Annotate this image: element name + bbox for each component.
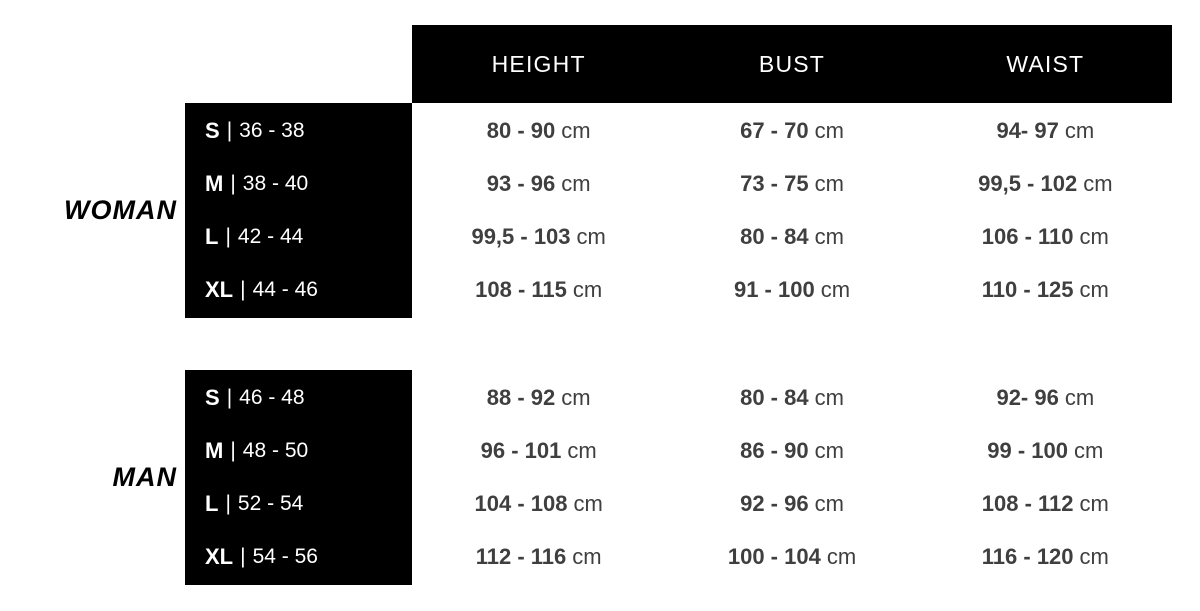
- size-range: 42 - 44: [237, 225, 304, 248]
- cell-waist: [919, 425, 1172, 478]
- cell-waist: [919, 264, 1172, 317]
- unit: cm: [1064, 385, 1095, 410]
- table-row: [412, 478, 1172, 531]
- unit: cm: [561, 118, 591, 143]
- unit: cm: [814, 438, 844, 463]
- cell-height: [412, 478, 665, 531]
- cell-waist: [919, 211, 1172, 264]
- measure-grid-man: [412, 370, 1172, 585]
- size-separator: |: [240, 545, 246, 568]
- unit: cm: [814, 118, 844, 143]
- unit: cm: [1074, 438, 1104, 463]
- size-row: [205, 105, 412, 158]
- cell-bust: [665, 372, 918, 425]
- value: 99,5 - 102: [978, 171, 1078, 196]
- cell-bust: [665, 158, 918, 211]
- cell-height: [412, 425, 665, 478]
- value: 93 - 96: [486, 171, 556, 196]
- size-code: L: [205, 491, 219, 516]
- header-row: [412, 25, 1172, 103]
- unit: cm: [1079, 491, 1109, 516]
- unit: cm: [814, 224, 844, 249]
- cell-bust: [665, 425, 918, 478]
- value: 110 - 125: [981, 277, 1074, 302]
- size-code: S: [205, 118, 220, 143]
- value: 80 - 90: [486, 118, 556, 143]
- group-man: [0, 370, 1200, 585]
- cell-height: [412, 264, 665, 317]
- unit: cm: [576, 224, 606, 249]
- value: 67 - 70: [740, 118, 809, 143]
- value: 94- 97: [996, 118, 1059, 143]
- table-row: [412, 372, 1172, 425]
- cell-bust: [665, 105, 918, 158]
- size-separator: |: [240, 278, 246, 301]
- size-code: XL: [205, 544, 234, 569]
- size-separator: |: [226, 386, 233, 409]
- value: 80 - 84: [740, 385, 809, 410]
- table-row: [412, 158, 1172, 211]
- group-label-man: MAN: [112, 462, 177, 492]
- table-row: [412, 264, 1172, 317]
- size-separator: |: [225, 225, 231, 248]
- cell-height: [412, 211, 665, 264]
- unit: cm: [567, 438, 597, 463]
- cell-bust: [665, 211, 918, 264]
- size-range: 36 - 38: [239, 119, 305, 142]
- table-row: [412, 105, 1172, 158]
- size-separator: |: [230, 439, 236, 462]
- size-row: [205, 478, 412, 531]
- unit: cm: [826, 544, 857, 569]
- table-row: [412, 425, 1172, 478]
- cell-waist: [919, 158, 1172, 211]
- unit: cm: [561, 171, 591, 196]
- unit: cm: [814, 171, 844, 196]
- value: 112 - 116: [475, 544, 567, 569]
- size-code: M: [205, 438, 224, 463]
- size-row: [205, 372, 412, 425]
- size-column-woman: [185, 103, 412, 318]
- cell-height: [412, 158, 665, 211]
- value: 108 - 112: [981, 491, 1074, 516]
- table-row: [412, 211, 1172, 264]
- size-code: S: [205, 385, 220, 410]
- unit: cm: [1083, 171, 1113, 196]
- cell-height: [412, 531, 665, 584]
- table-row: [412, 531, 1172, 584]
- unit: cm: [820, 277, 851, 302]
- unit: cm: [814, 385, 844, 410]
- cell-waist: [919, 478, 1172, 531]
- value: 106 - 110: [981, 224, 1074, 249]
- cell-height: [412, 372, 665, 425]
- value: 100 - 104: [727, 544, 821, 569]
- value: 92- 96: [996, 385, 1059, 410]
- size-range: 52 - 54: [237, 492, 304, 515]
- unit: cm: [573, 491, 603, 516]
- unit: cm: [572, 544, 602, 569]
- unit: cm: [561, 385, 591, 410]
- cell-bust: [665, 531, 918, 584]
- size-row: [205, 264, 412, 317]
- unit: cm: [572, 277, 603, 302]
- group-label-woman: WOMAN: [64, 195, 177, 225]
- size-column-man: [185, 370, 412, 585]
- value: 108 - 115: [475, 277, 567, 302]
- value: 99 - 100: [987, 438, 1069, 463]
- unit: cm: [814, 491, 844, 516]
- group-woman: [0, 103, 1200, 318]
- value: 96 - 101: [480, 438, 562, 463]
- value: 86 - 90: [740, 438, 809, 463]
- value: 88 - 92: [486, 385, 556, 410]
- size-range: 44 - 46: [252, 278, 318, 301]
- value: 92 - 96: [740, 491, 809, 516]
- size-row: [205, 425, 412, 478]
- size-row: [205, 531, 412, 584]
- unit: cm: [1079, 544, 1109, 569]
- cell-waist: [919, 372, 1172, 425]
- unit: cm: [1079, 224, 1109, 249]
- cell-waist: [919, 105, 1172, 158]
- value: 104 - 108: [474, 491, 568, 516]
- size-separator: |: [226, 119, 233, 142]
- size-code: M: [205, 171, 224, 196]
- size-range: 54 - 56: [252, 545, 318, 568]
- size-code: L: [205, 224, 219, 249]
- cell-waist: [919, 531, 1172, 584]
- unit: cm: [1064, 118, 1095, 143]
- size-range: 46 - 48: [239, 386, 305, 409]
- value: 99,5 - 103: [471, 224, 571, 249]
- size-separator: |: [230, 172, 236, 195]
- value: 91 - 100: [733, 277, 815, 302]
- cell-bust: [665, 478, 918, 531]
- column-header-bust: BUST: [758, 50, 826, 77]
- cell-bust: [665, 264, 918, 317]
- size-row: [205, 158, 412, 211]
- size-row: [205, 211, 412, 264]
- column-header-height: HEIGHT: [491, 50, 586, 77]
- size-range: 48 - 50: [242, 439, 309, 462]
- measure-grid-woman: [412, 103, 1172, 318]
- value: 116 - 120: [981, 544, 1074, 569]
- unit: cm: [1079, 277, 1109, 302]
- size-range: 38 - 40: [242, 172, 309, 195]
- value: 80 - 84: [740, 224, 809, 249]
- value: 73 - 75: [740, 171, 809, 196]
- size-separator: |: [225, 492, 231, 515]
- size-code: XL: [205, 277, 234, 302]
- column-header-waist: WAIST: [1006, 50, 1085, 77]
- cell-height: [412, 105, 665, 158]
